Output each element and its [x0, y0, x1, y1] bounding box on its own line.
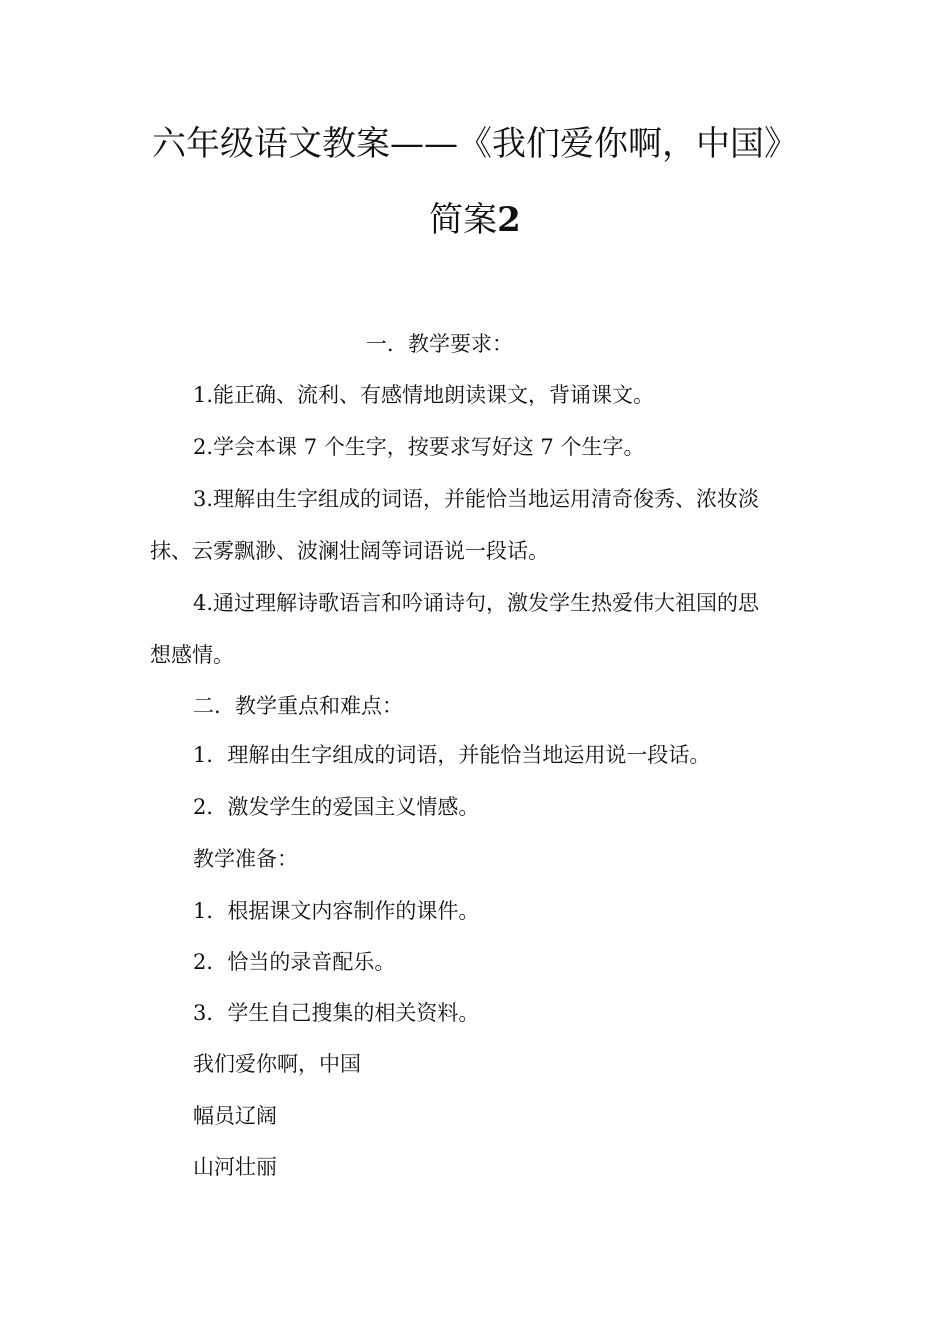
section-heading-key-points: 二．教学重点和难点：: [193, 694, 403, 718]
paragraph: 幅员辽阔: [193, 1104, 277, 1128]
title-number: 2: [497, 200, 521, 240]
section-heading-preparation: 教学准备：: [193, 847, 298, 871]
paragraph: 3．学生自己搜集的相关资料。: [193, 1001, 480, 1025]
paragraph: 1．根据课文内容制作的课件。: [193, 899, 480, 923]
paragraph: 2．激发学生的爱国主义情感。: [193, 795, 480, 819]
paragraph: 4.通过理解诗歌语言和吟诵诗句，激发学生热爱伟大祖国的思: [193, 591, 760, 615]
title-text: 简案: [429, 200, 498, 240]
document-title-line-2: [0, 200, 950, 240]
paragraph-continuation: 抹、云雾飘渺、波澜壮阔等词语说一段话。: [150, 539, 549, 563]
paragraph: 1．理解由生字组成的词语，并能恰当地运用说一段话。: [193, 743, 711, 767]
paragraph-continuation: 想感情。: [150, 643, 234, 667]
paragraph: 2．恰当的录音配乐。: [193, 950, 396, 974]
document-title-line-1: 六年级语文教案——《我们爱你啊，中国》: [152, 124, 798, 164]
paragraph: 我们爱你啊，中国: [193, 1052, 361, 1076]
paragraph: 1.能正确、流利、有感情地朗读课文，背诵课文。: [193, 383, 655, 407]
paragraph: 3.理解由生字组成的词语，并能恰当地运用清奇俊秀、浓妆淡: [193, 487, 760, 511]
section-heading-requirements: 一．教学要求：: [366, 332, 513, 356]
paragraph: 2.学会本课 7 个生字，按要求写好这 7 个生字。: [193, 435, 645, 459]
paragraph: 山河壮丽: [193, 1155, 277, 1179]
